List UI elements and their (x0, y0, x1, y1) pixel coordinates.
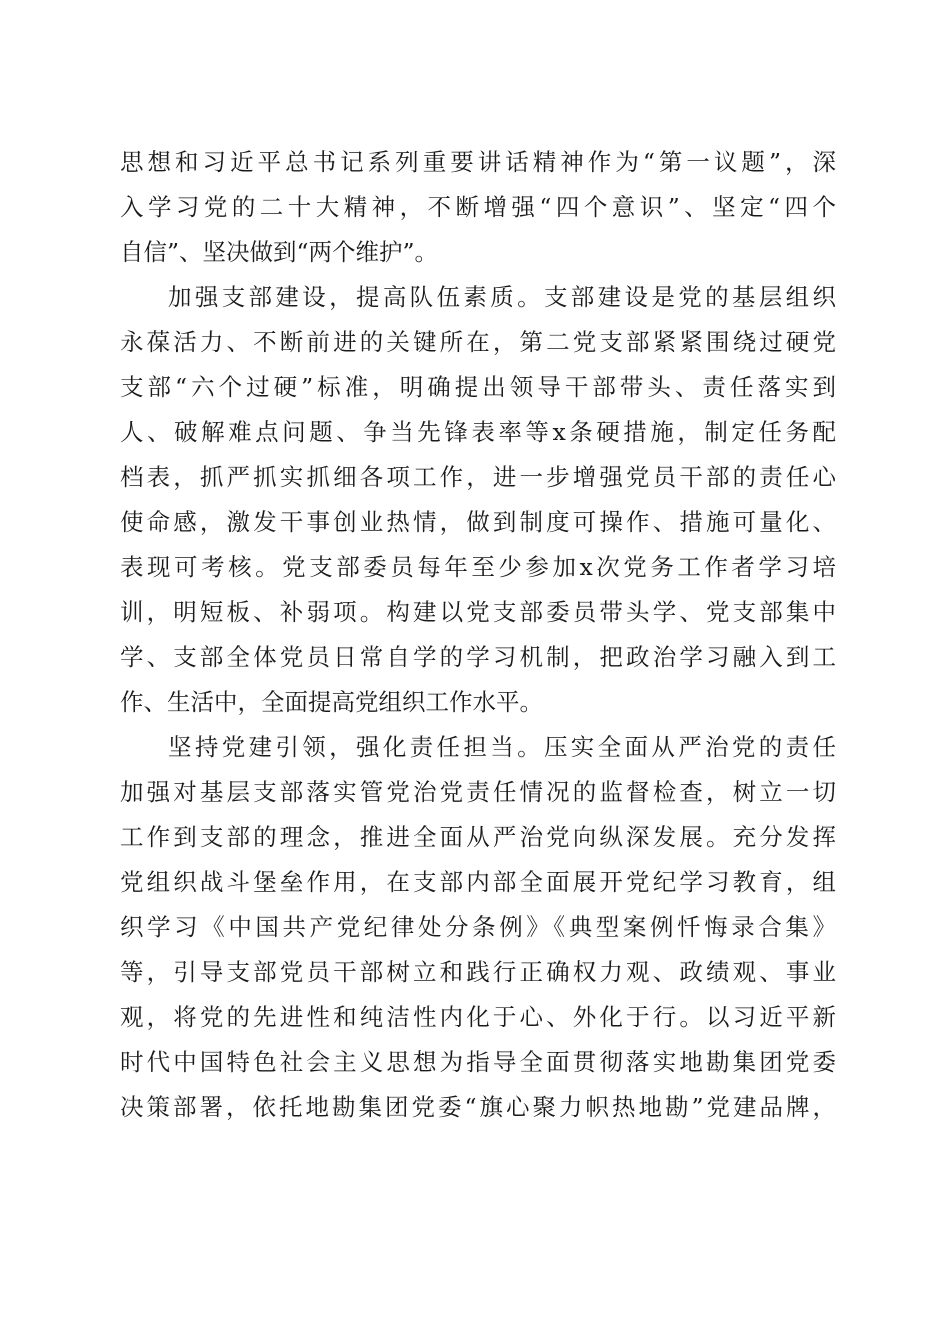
text-line: 工作到支部的理念，推进全面从严治党向纵深发展。充分发挥 (120, 823, 836, 851)
text-line: 时代中国特色社会主义思想为指导全面贯彻落实地勘集团党委 (120, 1048, 836, 1076)
text-line: 档表，抓严抓实抓细各项工作，进一步增强党员干部的责任心 (120, 463, 836, 491)
text-line: 训，明短板、补弱项。构建以党支部委员带头学、党支部集中 (120, 598, 836, 626)
text-line: 织学习《中国共产党纪律处分条例》《典型案例忏悔录合集》 (120, 913, 836, 941)
text-line: 等，引导支部党员干部树立和践行正确权力观、政绩观、事业 (120, 958, 836, 986)
text-line: 表现可考核。党支部委员每年至少参加x次党务工作者学习培 (120, 553, 836, 581)
text-line: 入学习党的二十大精神，不断增强“四个意识”、坚定“四个 (120, 193, 836, 221)
body-text (120, 140, 836, 1130)
text-line: 加强对基层支部落实管党治党责任情况的监督检查，树立一切 (120, 778, 836, 806)
text-line: 决策部署，依托地勘集团党委“旗心聚力帜热地勘”党建品牌， (120, 1093, 836, 1121)
text-line: 作、生活中，全面提高党组织工作水平。 (120, 688, 543, 716)
text-line: 支部“六个过硬”标准，明确提出领导干部带头、责任落实到 (120, 373, 836, 401)
text-line: 学、支部全体党员日常自学的学习机制，把政治学习融入到工 (120, 643, 836, 671)
text-line: 党组织战斗堡垒作用，在支部内部全面展开党纪学习教育，组 (120, 868, 836, 896)
text-line: 观，将党的先进性和纯洁性内化于心、外化于行。以习近平新 (120, 1003, 836, 1031)
text-line: 自信”、坚决做到“两个维护”。 (120, 238, 439, 266)
paragraph-heading-line: 坚持党建引领，强化责任担当。压实全面从严治党的责任 (168, 733, 836, 761)
text-line: 永葆活力、不断前进的关键所在，第二党支部紧紧围绕过硬党 (120, 328, 836, 356)
text-line: 人、破解难点问题、争当先锋表率等x条硬措施，制定任务配 (120, 418, 836, 446)
paragraph-heading-line: 加强支部建设，提高队伍素质。支部建设是党的基层组织 (168, 283, 836, 311)
text-line: 使命感，激发干事创业热情，做到制度可操作、措施可量化、 (120, 508, 836, 536)
text-line: 思想和习近平总书记系列重要讲话精神作为“第一议题”，深 (120, 148, 836, 176)
